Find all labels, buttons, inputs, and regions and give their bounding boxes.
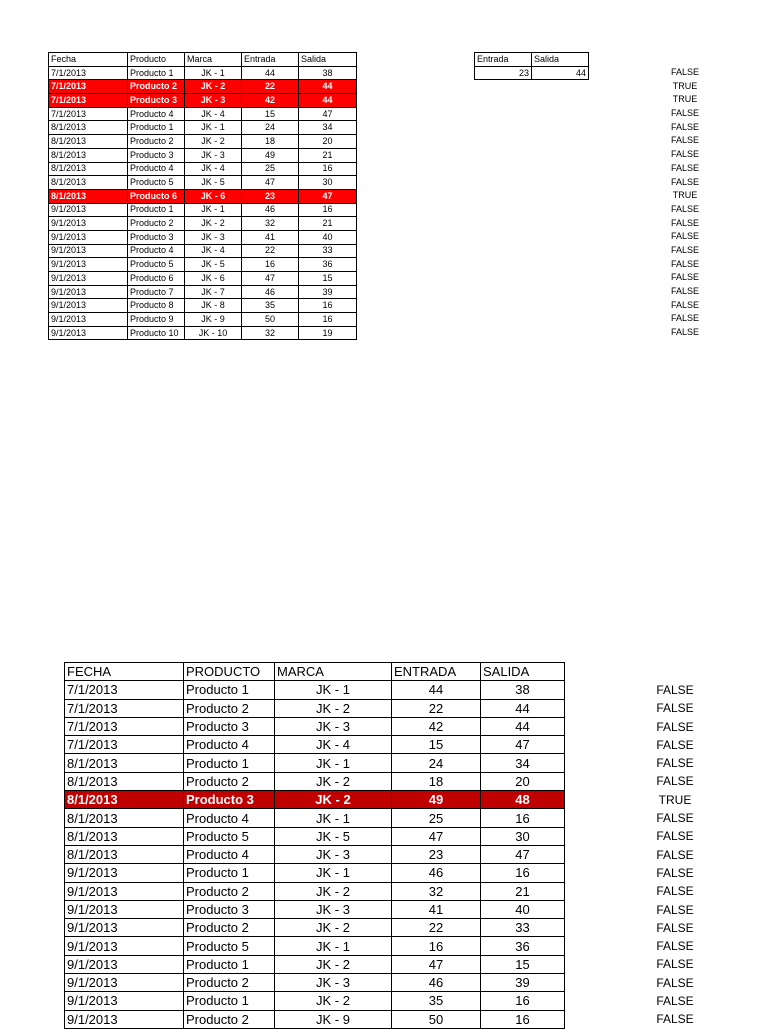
cell-marca[interactable]: JK - 4 <box>185 244 242 258</box>
cell-producto[interactable]: Producto 2 <box>184 1010 275 1028</box>
cell-producto[interactable]: Producto 5 <box>184 827 275 845</box>
cell-salida[interactable]: 15 <box>299 272 357 286</box>
top-header-marca[interactable]: Marca <box>185 53 242 67</box>
criteria-value-row <box>475 66 589 80</box>
cell-entrada[interactable]: 35 <box>242 299 299 313</box>
cell-fecha[interactable]: 9/1/2013 <box>49 244 128 258</box>
flag-cell[interactable]: FALSE <box>656 829 694 844</box>
cell-entrada[interactable]: 46 <box>392 864 481 882</box>
cell-fecha[interactable]: 9/1/2013 <box>65 900 184 918</box>
cell-salida[interactable]: 16 <box>481 992 565 1010</box>
cell-fecha[interactable]: 8/1/2013 <box>49 135 128 149</box>
cell-producto[interactable]: Producto 1 <box>128 66 185 80</box>
cell-producto[interactable]: Producto 9 <box>128 313 185 327</box>
criteria-table <box>474 52 589 80</box>
flag-cell[interactable]: FALSE <box>656 719 694 734</box>
cell-fecha[interactable]: 9/1/2013 <box>65 919 184 937</box>
cell-marca[interactable]: JK - 3 <box>185 148 242 162</box>
cell-fecha[interactable]: 9/1/2013 <box>49 217 128 231</box>
cell-fecha[interactable]: 7/1/2013 <box>49 80 128 94</box>
cell-marca[interactable]: JK - 3 <box>185 94 242 108</box>
cell-entrada[interactable]: 46 <box>242 285 299 299</box>
cell-entrada[interactable]: 32 <box>242 326 299 340</box>
cell-salida[interactable]: 20 <box>299 135 357 149</box>
cell-producto[interactable]: Producto 2 <box>128 80 185 94</box>
bottom-header-marca[interactable]: MARCA <box>275 663 392 681</box>
cell-producto[interactable]: Producto 5 <box>184 937 275 955</box>
cell-producto[interactable]: Producto 2 <box>128 135 185 149</box>
cell-entrada[interactable]: 42 <box>242 94 299 108</box>
cell-producto[interactable]: Producto 4 <box>184 736 275 754</box>
cell-salida[interactable]: 44 <box>299 80 357 94</box>
cell-fecha[interactable]: 7/1/2013 <box>65 699 184 717</box>
cell-producto[interactable]: Producto 4 <box>184 809 275 827</box>
table-row <box>49 107 357 121</box>
cell-marca[interactable]: JK - 10 <box>185 326 242 340</box>
table-row <box>49 189 357 203</box>
cell-producto[interactable]: Producto 4 <box>128 162 185 176</box>
table-row <box>49 230 357 244</box>
table-row <box>49 66 357 80</box>
cell-salida[interactable]: 38 <box>481 681 565 699</box>
cell-entrada[interactable]: 44 <box>242 66 299 80</box>
cell-fecha[interactable]: 9/1/2013 <box>49 258 128 272</box>
cell-marca[interactable]: JK - 6 <box>185 272 242 286</box>
flag-cell[interactable]: FALSE <box>670 258 699 269</box>
flag-cell[interactable]: FALSE <box>656 865 694 880</box>
cell-marca[interactable]: JK - 4 <box>185 107 242 121</box>
flag-cell[interactable]: FALSE <box>670 272 699 283</box>
cell-salida[interactable]: 33 <box>299 244 357 258</box>
cell-fecha[interactable]: 8/1/2013 <box>65 772 184 790</box>
cell-producto[interactable]: Producto 4 <box>128 244 185 258</box>
cell-producto[interactable]: Producto 4 <box>128 107 185 121</box>
cell-producto[interactable]: Producto 2 <box>184 882 275 900</box>
table-row <box>65 791 565 809</box>
cell-producto[interactable]: Producto 8 <box>128 299 185 313</box>
cell-entrada[interactable]: 22 <box>242 244 299 258</box>
bottom-header-entrada[interactable]: ENTRADA <box>392 663 481 681</box>
cell-salida[interactable]: 39 <box>299 285 357 299</box>
cell-fecha[interactable]: 9/1/2013 <box>65 955 184 973</box>
top-header-entrada[interactable]: Entrada <box>242 53 299 67</box>
cell-marca[interactable]: JK - 1 <box>275 937 392 955</box>
cell-fecha[interactable]: 9/1/2013 <box>49 272 128 286</box>
cell-fecha[interactable]: 7/1/2013 <box>65 736 184 754</box>
cell-marca[interactable]: JK - 3 <box>185 230 242 244</box>
cell-salida[interactable]: 16 <box>299 203 357 217</box>
cell-marca[interactable]: JK - 7 <box>185 285 242 299</box>
cell-producto[interactable]: Producto 1 <box>184 864 275 882</box>
flag-cell[interactable]: FALSE <box>656 811 694 826</box>
cell-fecha[interactable]: 8/1/2013 <box>49 162 128 176</box>
cell-entrada[interactable]: 47 <box>392 827 481 845</box>
table-row <box>65 754 565 772</box>
flag-cell[interactable]: FALSE <box>670 135 699 146</box>
cell-producto[interactable]: Producto 3 <box>128 148 185 162</box>
table-row <box>49 244 357 258</box>
flag-cell[interactable]: FALSE <box>670 313 699 324</box>
flag-cell[interactable]: FALSE <box>656 1012 694 1027</box>
cell-salida[interactable]: 21 <box>299 217 357 231</box>
cell-entrada[interactable]: 44 <box>392 681 481 699</box>
bottom-table-body <box>65 663 565 1029</box>
table-row <box>49 80 357 94</box>
table-row <box>65 882 565 900</box>
cell-marca[interactable]: JK - 1 <box>185 203 242 217</box>
cell-fecha[interactable]: 7/1/2013 <box>65 681 184 699</box>
cell-entrada[interactable]: 50 <box>242 313 299 327</box>
flag-cell[interactable]: FALSE <box>670 176 699 187</box>
flag-cell[interactable]: FALSE <box>656 756 694 771</box>
cell-marca[interactable]: JK - 5 <box>185 176 242 190</box>
cell-fecha[interactable]: 8/1/2013 <box>65 827 184 845</box>
cell-entrada[interactable]: 24 <box>242 121 299 135</box>
table-row <box>49 94 357 108</box>
cell-salida[interactable]: 47 <box>299 107 357 121</box>
cell-producto[interactable]: Producto 3 <box>184 900 275 918</box>
cell-marca[interactable]: JK - 2 <box>185 135 242 149</box>
cell-producto[interactable]: Producto 4 <box>184 845 275 863</box>
table-row <box>65 681 565 699</box>
cell-entrada[interactable]: 47 <box>242 176 299 190</box>
cell-salida[interactable]: 19 <box>299 326 357 340</box>
cell-fecha[interactable]: 7/1/2013 <box>49 107 128 121</box>
cell-producto[interactable]: Producto 2 <box>184 772 275 790</box>
flag-cell[interactable]: TRUE <box>672 190 698 201</box>
cell-marca[interactable]: JK - 2 <box>275 772 392 790</box>
cell-salida[interactable]: 47 <box>481 845 565 863</box>
flag-cell[interactable]: FALSE <box>656 701 694 716</box>
cell-entrada[interactable]: 49 <box>242 148 299 162</box>
cell-salida[interactable]: 47 <box>481 736 565 754</box>
cell-producto[interactable]: Producto 1 <box>128 203 185 217</box>
table-row <box>65 955 565 973</box>
top-header-salida[interactable]: Salida <box>299 53 357 67</box>
cell-entrada[interactable]: 15 <box>242 107 299 121</box>
cell-entrada[interactable]: 49 <box>392 791 481 809</box>
table-row <box>65 809 565 827</box>
flag-cell[interactable]: FALSE <box>656 847 694 862</box>
flag-cell[interactable]: FALSE <box>656 957 694 972</box>
flag-cell[interactable]: FALSE <box>670 299 699 310</box>
table-row <box>65 699 565 717</box>
cell-producto[interactable]: Producto 1 <box>184 992 275 1010</box>
cell-salida[interactable]: 16 <box>481 1010 565 1028</box>
cell-producto[interactable]: Producto 6 <box>128 272 185 286</box>
flag-cell[interactable]: FALSE <box>670 108 699 119</box>
flag-cell[interactable]: TRUE <box>672 80 698 91</box>
cell-fecha[interactable]: 7/1/2013 <box>49 66 128 80</box>
cell-salida[interactable]: 21 <box>481 882 565 900</box>
flag-cell[interactable]: FALSE <box>670 162 699 173</box>
table-row <box>65 974 565 992</box>
table-row <box>65 845 565 863</box>
table-row <box>49 272 357 286</box>
bottom-header-salida[interactable]: SALIDA <box>481 663 565 681</box>
cell-marca[interactable]: JK - 3 <box>275 900 392 918</box>
cell-marca[interactable]: JK - 1 <box>275 681 392 699</box>
bottom-header-row <box>65 663 565 681</box>
cell-salida[interactable]: 16 <box>299 299 357 313</box>
cell-salida[interactable]: 44 <box>481 717 565 735</box>
cell-marca[interactable]: JK - 4 <box>185 162 242 176</box>
cell-producto[interactable]: Producto 1 <box>184 681 275 699</box>
cell-fecha[interactable]: 9/1/2013 <box>49 326 128 340</box>
cell-fecha[interactable]: 9/1/2013 <box>65 992 184 1010</box>
cell-marca[interactable]: JK - 9 <box>185 313 242 327</box>
table-row <box>49 313 357 327</box>
cell-entrada[interactable]: 25 <box>392 809 481 827</box>
cell-marca[interactable]: JK - 2 <box>275 919 392 937</box>
top-header-row <box>49 53 357 67</box>
cell-entrada[interactable]: 50 <box>392 1010 481 1028</box>
cell-entrada[interactable]: 42 <box>392 717 481 735</box>
cell-fecha[interactable]: 7/1/2013 <box>49 94 128 108</box>
cell-salida[interactable]: 16 <box>481 864 565 882</box>
cell-entrada[interactable]: 47 <box>242 272 299 286</box>
criteria-header-salida[interactable]: Salida <box>532 53 589 67</box>
cell-marca[interactable]: JK - 1 <box>185 121 242 135</box>
top-flag-column <box>660 66 710 340</box>
cell-marca[interactable]: JK - 2 <box>275 882 392 900</box>
table-row <box>49 135 357 149</box>
cell-entrada[interactable]: 16 <box>392 937 481 955</box>
flag-cell[interactable]: FALSE <box>656 683 694 697</box>
flag-cell[interactable]: TRUE <box>672 94 698 105</box>
table-row <box>65 919 565 937</box>
table-row <box>65 864 565 882</box>
cell-salida[interactable]: 21 <box>299 148 357 162</box>
cell-fecha[interactable]: 7/1/2013 <box>65 717 184 735</box>
table-row <box>65 992 565 1010</box>
cell-fecha[interactable]: 9/1/2013 <box>49 299 128 313</box>
cell-marca[interactable]: JK - 3 <box>275 717 392 735</box>
cell-fecha[interactable]: 9/1/2013 <box>65 882 184 900</box>
cell-salida[interactable]: 30 <box>481 827 565 845</box>
flag-cell[interactable]: FALSE <box>670 327 699 338</box>
cell-entrada[interactable]: 16 <box>242 258 299 272</box>
flag-cell[interactable]: FALSE <box>656 737 694 752</box>
cell-marca[interactable]: JK - 1 <box>185 66 242 80</box>
cell-salida[interactable]: 36 <box>481 937 565 955</box>
cell-marca[interactable]: JK - 3 <box>275 974 392 992</box>
top-header-producto[interactable]: Producto <box>128 53 185 67</box>
cell-salida[interactable]: 36 <box>299 258 357 272</box>
cell-entrada[interactable]: 22 <box>242 80 299 94</box>
cell-salida[interactable]: 47 <box>299 189 357 203</box>
cell-producto[interactable]: Producto 6 <box>128 189 185 203</box>
cell-salida[interactable]: 48 <box>481 791 565 809</box>
flag-cell[interactable]: FALSE <box>656 975 694 990</box>
cell-salida[interactable]: 34 <box>481 754 565 772</box>
cell-producto[interactable]: Producto 3 <box>184 717 275 735</box>
table-row <box>65 772 565 790</box>
table-row <box>49 326 357 340</box>
cell-marca[interactable]: JK - 5 <box>185 258 242 272</box>
table-row <box>49 258 357 272</box>
cell-fecha[interactable]: 8/1/2013 <box>49 148 128 162</box>
cell-salida[interactable]: 44 <box>299 94 357 108</box>
cell-fecha[interactable]: 8/1/2013 <box>65 845 184 863</box>
cell-marca[interactable]: JK - 1 <box>275 864 392 882</box>
table-row <box>65 900 565 918</box>
cell-entrada[interactable]: 46 <box>392 974 481 992</box>
cell-producto[interactable]: Producto 2 <box>128 217 185 231</box>
cell-marca[interactable]: JK - 3 <box>275 845 392 863</box>
cell-entrada[interactable]: 15 <box>392 736 481 754</box>
cell-salida[interactable]: 38 <box>299 66 357 80</box>
cell-entrada[interactable]: 22 <box>392 699 481 717</box>
cell-salida[interactable]: 40 <box>481 900 565 918</box>
cell-salida[interactable]: 33 <box>481 919 565 937</box>
cell-producto[interactable]: Producto 1 <box>184 955 275 973</box>
cell-fecha[interactable]: 8/1/2013 <box>49 189 128 203</box>
cell-salida[interactable]: 15 <box>481 955 565 973</box>
flag-cell[interactable]: FALSE <box>656 884 694 899</box>
cell-fecha[interactable]: 9/1/2013 <box>65 1010 184 1028</box>
cell-entrada[interactable]: 23 <box>392 845 481 863</box>
cell-marca[interactable]: JK - 8 <box>185 299 242 313</box>
cell-fecha[interactable]: 8/1/2013 <box>49 176 128 190</box>
cell-producto[interactable]: Producto 3 <box>184 791 275 809</box>
top-data-table <box>48 52 357 340</box>
cell-marca[interactable]: JK - 6 <box>185 189 242 203</box>
cell-fecha[interactable]: 9/1/2013 <box>49 313 128 327</box>
cell-entrada[interactable]: 24 <box>392 754 481 772</box>
cell-fecha[interactable]: 9/1/2013 <box>65 864 184 882</box>
flag-cell[interactable]: FALSE <box>656 902 694 917</box>
table-row <box>49 121 357 135</box>
criteria-header-entrada[interactable]: Entrada <box>475 53 532 67</box>
flag-cell[interactable]: TRUE <box>658 792 692 807</box>
cell-salida[interactable]: 39 <box>481 974 565 992</box>
table-row <box>49 148 357 162</box>
table-row <box>65 937 565 955</box>
cell-producto[interactable]: Producto 10 <box>128 326 185 340</box>
cell-marca[interactable]: JK - 2 <box>275 955 392 973</box>
cell-producto[interactable]: Producto 2 <box>184 974 275 992</box>
cell-fecha[interactable]: 9/1/2013 <box>49 203 128 217</box>
cell-producto[interactable]: Producto 3 <box>128 94 185 108</box>
cell-entrada[interactable]: 22 <box>392 919 481 937</box>
cell-fecha[interactable]: 9/1/2013 <box>49 285 128 299</box>
cell-entrada[interactable]: 18 <box>392 772 481 790</box>
table-row <box>65 736 565 754</box>
cell-fecha[interactable]: 8/1/2013 <box>49 121 128 135</box>
cell-salida[interactable]: 30 <box>299 176 357 190</box>
cell-salida[interactable]: 16 <box>481 809 565 827</box>
table-row <box>65 717 565 735</box>
cell-entrada[interactable]: 46 <box>242 203 299 217</box>
cell-salida[interactable]: 34 <box>299 121 357 135</box>
top-table-body <box>49 53 357 340</box>
flag-cell[interactable]: FALSE <box>656 774 694 789</box>
bottom-header-producto[interactable]: PRODUCTO <box>184 663 275 681</box>
cell-salida[interactable]: 40 <box>299 230 357 244</box>
cell-salida[interactable]: 44 <box>481 699 565 717</box>
cell-entrada[interactable]: 41 <box>242 230 299 244</box>
cell-marca[interactable]: JK - 1 <box>275 754 392 772</box>
criteria-value-salida[interactable]: 44 <box>532 66 589 80</box>
cell-marca[interactable]: JK - 2 <box>275 992 392 1010</box>
cell-producto[interactable]: Producto 5 <box>128 176 185 190</box>
flag-cell[interactable]: FALSE <box>656 920 694 935</box>
cell-entrada[interactable]: 41 <box>392 900 481 918</box>
table-row <box>49 285 357 299</box>
cell-marca[interactable]: JK - 5 <box>275 827 392 845</box>
table-row <box>49 217 357 231</box>
table-row <box>49 176 357 190</box>
cell-entrada[interactable]: 32 <box>242 217 299 231</box>
bottom-flag-column <box>648 681 702 1029</box>
cell-marca[interactable]: JK - 2 <box>185 217 242 231</box>
cell-fecha[interactable]: 9/1/2013 <box>65 974 184 992</box>
cell-fecha[interactable]: 8/1/2013 <box>65 754 184 772</box>
cell-marca[interactable]: JK - 2 <box>185 80 242 94</box>
flag-cell[interactable]: FALSE <box>656 994 694 1009</box>
cell-entrada[interactable]: 23 <box>242 189 299 203</box>
cell-producto[interactable]: Producto 3 <box>128 230 185 244</box>
cell-entrada[interactable]: 32 <box>392 882 481 900</box>
top-header-fecha[interactable]: Fecha <box>49 53 128 67</box>
cell-marca[interactable]: JK - 2 <box>275 699 392 717</box>
flag-cell[interactable]: FALSE <box>670 244 699 255</box>
cell-entrada[interactable]: 18 <box>242 135 299 149</box>
cell-salida[interactable]: 16 <box>299 313 357 327</box>
flag-cell[interactable]: FALSE <box>670 67 699 77</box>
table-row <box>49 203 357 217</box>
bottom-data-table <box>64 662 565 1029</box>
flag-cell[interactable]: FALSE <box>670 217 699 228</box>
cell-producto[interactable]: Producto 2 <box>184 919 275 937</box>
cell-fecha[interactable]: 9/1/2013 <box>49 230 128 244</box>
flag-cell[interactable]: FALSE <box>656 939 694 954</box>
flag-cell[interactable]: FALSE <box>670 231 699 242</box>
cell-fecha[interactable]: 8/1/2013 <box>65 809 184 827</box>
cell-marca[interactable]: JK - 9 <box>275 1010 392 1028</box>
flag-cell[interactable]: FALSE <box>670 121 699 132</box>
cell-producto[interactable]: Producto 5 <box>128 258 185 272</box>
cell-fecha[interactable]: 9/1/2013 <box>65 937 184 955</box>
cell-producto[interactable]: Producto 2 <box>184 699 275 717</box>
table-row <box>49 299 357 313</box>
cell-producto[interactable]: Producto 1 <box>128 121 185 135</box>
bottom-header-fecha[interactable]: FECHA <box>65 663 184 681</box>
cell-salida[interactable]: 20 <box>481 772 565 790</box>
cell-entrada[interactable]: 25 <box>242 162 299 176</box>
flag-cell[interactable]: FALSE <box>670 203 699 214</box>
cell-marca[interactable]: JK - 4 <box>275 736 392 754</box>
cell-producto[interactable]: Producto 1 <box>184 754 275 772</box>
flag-cell[interactable]: FALSE <box>670 286 699 296</box>
cell-marca[interactable]: JK - 1 <box>275 809 392 827</box>
cell-salida[interactable]: 16 <box>299 162 357 176</box>
table-row <box>49 162 357 176</box>
flag-cell[interactable]: FALSE <box>670 149 699 160</box>
criteria-value-entrada[interactable]: 23 <box>475 66 532 80</box>
table-row <box>65 827 565 845</box>
cell-fecha[interactable]: 8/1/2013 <box>65 791 184 809</box>
table-row <box>65 1010 565 1028</box>
cell-entrada[interactable]: 47 <box>392 955 481 973</box>
criteria-header-row <box>475 53 589 67</box>
cell-producto[interactable]: Producto 7 <box>128 285 185 299</box>
cell-marca[interactable]: JK - 2 <box>275 791 392 809</box>
cell-entrada[interactable]: 35 <box>392 992 481 1010</box>
